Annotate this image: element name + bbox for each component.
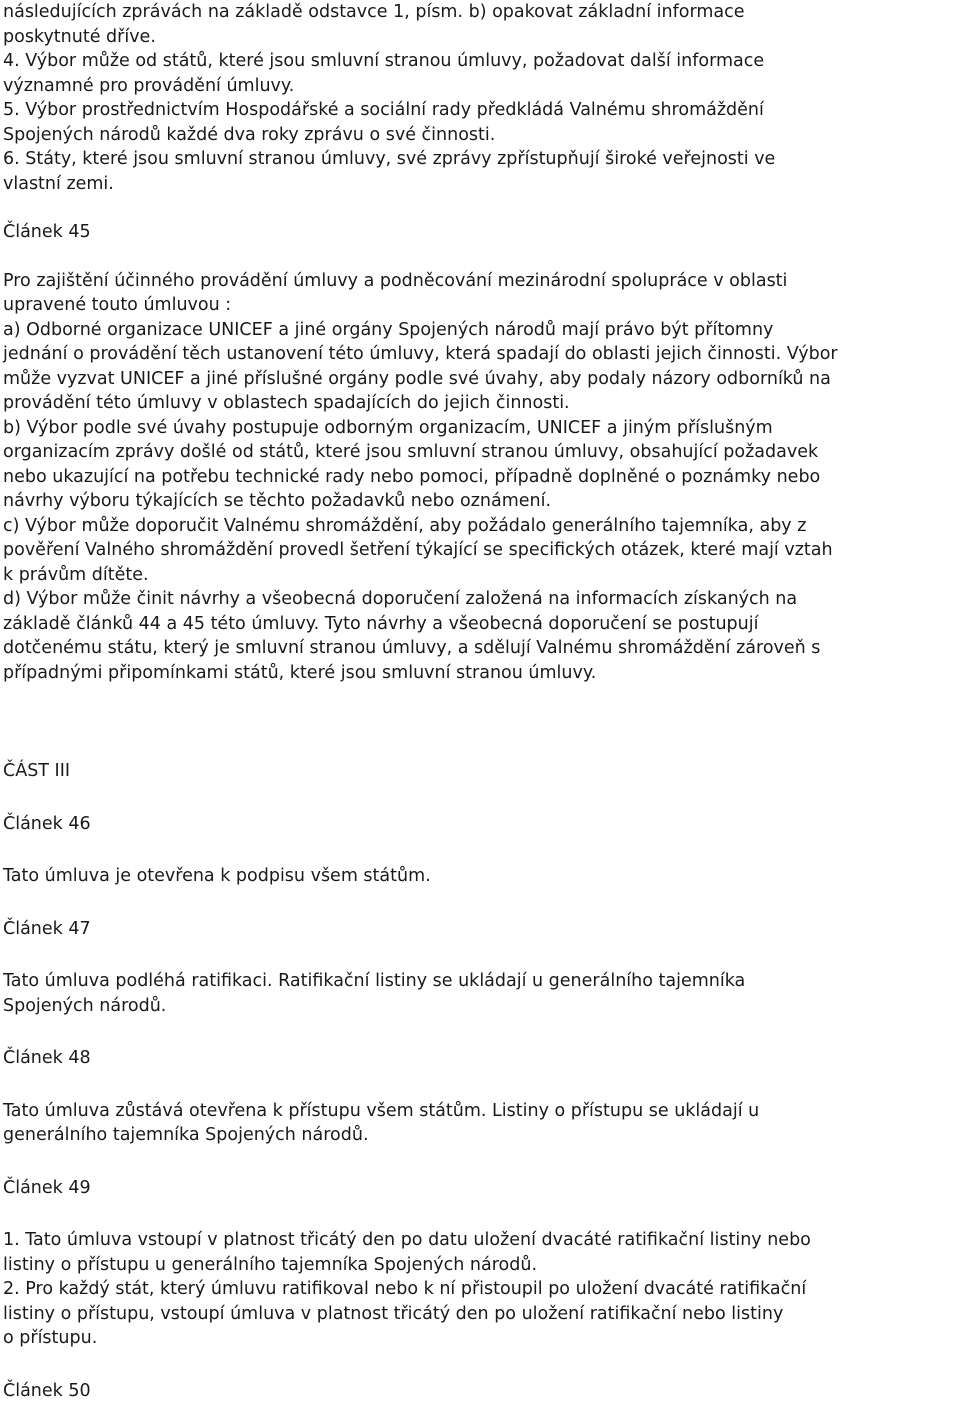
text-line: d) Výbor může činit návrhy a všeobecná doporučení založená na informacích získaných na — [3, 587, 955, 612]
article-49-section — [3, 1148, 955, 1351]
text-line: 1. Tato úmluva vstoupí v platnost třicátý den po datu uložení dvacáté ratifikační listiny nebo — [3, 1228, 955, 1253]
article-50-heading: Článek 50 — [3, 1379, 955, 1403]
article-48-heading: Článek 48 — [3, 1046, 955, 1071]
text-line: listiny o přístupu, vstoupí úmluva v platnost třicátý den po uložení ratifikační nebo listiny — [3, 1302, 955, 1327]
text-line: jednání o provádění těch ustanovení této úmluvy, která spadají do oblasti jejich činnosti. Výbor — [3, 342, 955, 367]
text-line: 5. Výbor prostřednictvím Hospodářské a sociální rady předkládá Valnému shromáždění — [3, 98, 955, 123]
text-line: k právům dítěte. — [3, 563, 955, 588]
text-line: organizacím zprávy došlé od států, které jsou smluvní stranou úmluvy, obsahující požadavek — [3, 440, 955, 465]
text-line: b) Výbor podle své úvahy postupuje odborným organizacím, UNICEF a jiným příslušným — [3, 416, 955, 441]
article-46-section — [3, 784, 955, 889]
text-line: základě článků 44 a 45 této úmluvy. Tyto návrhy a všeobecná doporučení se postupují — [3, 612, 955, 637]
part-3-heading: ČÁST III — [3, 759, 955, 784]
article-45-section — [3, 196, 955, 685]
text-line: nebo ukazující na potřebu technické rady nebo pomoci, případně doplněné o poznámky nebo — [3, 465, 955, 490]
text-line: návrhy výboru týkajících se těchto požadavků nebo oznámení. — [3, 489, 955, 514]
text-line: 2. Pro každý stát, který úmluvu ratifikoval nebo k ní přistoupil po uložení dvacáté ratifikační — [3, 1277, 955, 1302]
article-47-section — [3, 889, 955, 1019]
text-line: Spojených národů. — [3, 994, 955, 1019]
article-50-section — [3, 1351, 955, 1403]
text-line: o přístupu. — [3, 1326, 955, 1351]
text-line: Tato úmluva je otevřena k podpisu všem státům. — [3, 864, 955, 889]
part-3-section — [3, 685, 955, 784]
text-line: Pro zajištění účinného provádění úmluvy a podněcování mezinárodní spolupráce v oblasti — [3, 269, 955, 294]
text-line: případnými připomínkami států, které jsou smluvní stranou úmluvy. — [3, 661, 955, 686]
text-line: c) Výbor může doporučit Valnému shromáždění, aby požádalo generálního tajemníka, aby z — [3, 514, 955, 539]
text-line: může vyzvat UNICEF a jiné příslušné orgány podle své úvahy, aby podaly názory odborníků na — [3, 367, 955, 392]
text-line: významné pro provádění úmluvy. — [3, 74, 955, 99]
text-line: provádění této úmluvy v oblastech spadajících do jejich činnosti. — [3, 391, 955, 416]
text-line: vlastní zemi. — [3, 172, 955, 197]
text-line: Tato úmluva podléhá ratifikaci. Ratifikační listiny se ukládají u generálního tajemníka — [3, 969, 955, 994]
document-page — [3, 0, 955, 1403]
text-line: Spojených národů každé dva roky zprávu o své činnosti. — [3, 123, 955, 148]
text-line: Tato úmluva zůstává otevřena k přístupu všem státům. Listiny o přístupu se ukládají u — [3, 1099, 955, 1124]
article-45-heading: Článek 45 — [3, 220, 955, 245]
text-line: 4. Výbor může od států, které jsou smluvní stranou úmluvy, požadovat další informace — [3, 49, 955, 74]
article-49-heading: Článek 49 — [3, 1176, 955, 1201]
text-line: poskytnuté dříve. — [3, 25, 955, 50]
text-line: pověření Valného shromáždění provedl šetření týkající se specifických otázek, které mají vztah — [3, 538, 955, 563]
text-line: následujících zprávách na základě odstavce 1, písm. b) opakovat základní informace — [3, 0, 955, 25]
text-line: upravené touto úmluvou : — [3, 293, 955, 318]
intro-paragraphs — [3, 0, 955, 196]
article-47-heading: Článek 47 — [3, 917, 955, 942]
text-line: dotčenému státu, který je smluvní stranou úmluvy, a sdělují Valnému shromáždění zároveň s — [3, 636, 955, 661]
text-line: generálního tajemníka Spojených národů. — [3, 1123, 955, 1148]
text-line: a) Odborné organizace UNICEF a jiné orgány Spojených národů mají právo být přítomny — [3, 318, 955, 343]
article-46-heading: Článek 46 — [3, 812, 955, 837]
text-line: 6. Státy, které jsou smluvní stranou úmluvy, své zprávy zpřístupňují široké veřejnosti ve — [3, 147, 955, 172]
article-48-section — [3, 1018, 955, 1148]
text-line: listiny o přístupu u generálního tajemníka Spojených národů. — [3, 1253, 955, 1278]
